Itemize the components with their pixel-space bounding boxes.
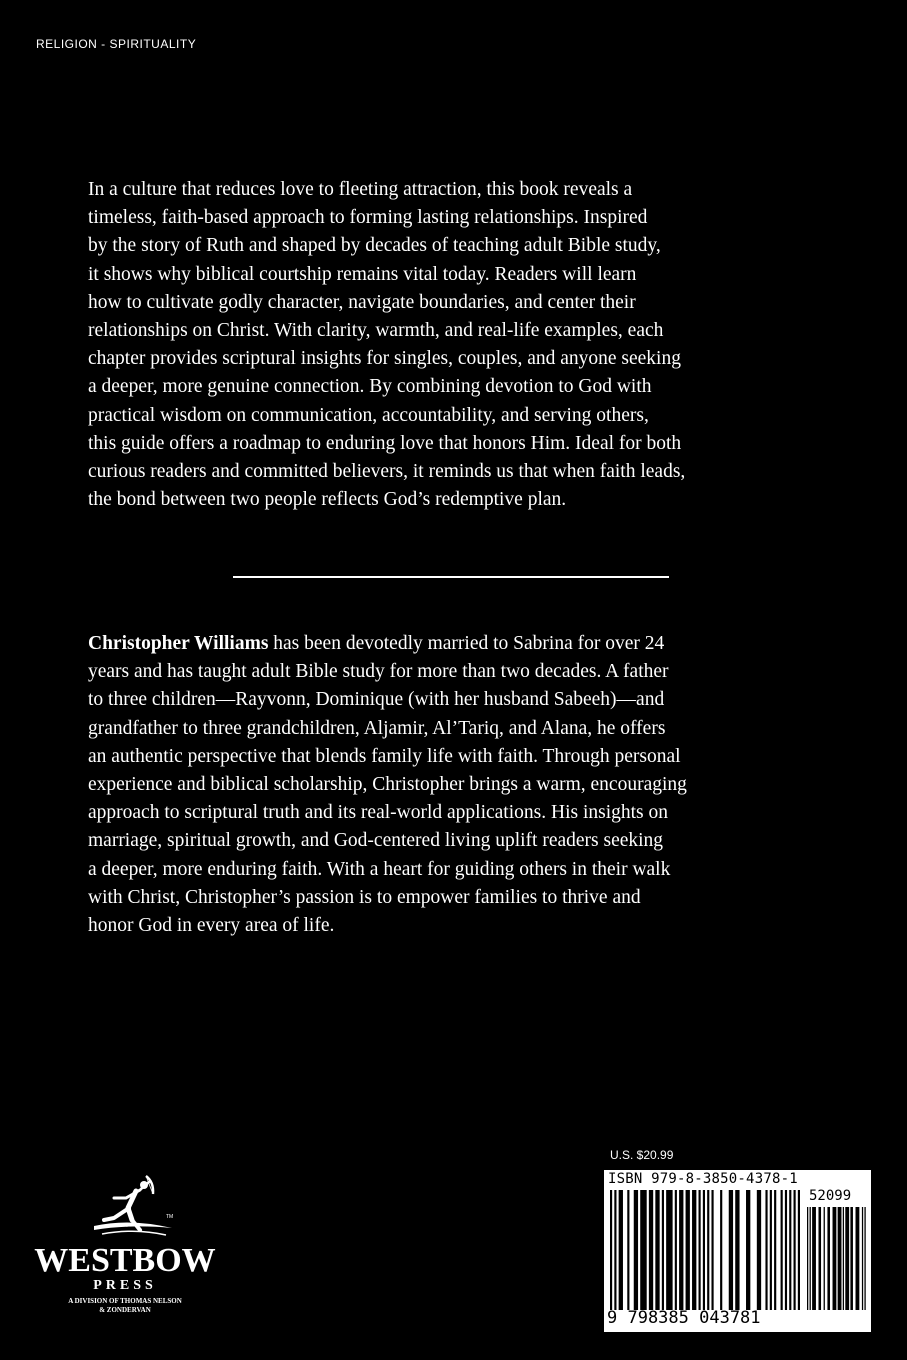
barcode-bar <box>757 1190 761 1310</box>
barcode-bar <box>735 1190 739 1310</box>
barcode-bar <box>838 1207 842 1310</box>
barcode-bar <box>720 1190 722 1310</box>
barcode-bar <box>746 1190 750 1310</box>
bio-line: years and has taught adult Bible study for more than two decades. A father <box>88 661 669 683</box>
bio-first-line: has been devotedly married to Sabrina for over 24 <box>268 633 665 654</box>
bio-line: an authentic perspective that blends family life with faith. Through personal <box>88 745 681 767</box>
price-label: U.S. $20.99 <box>610 1148 674 1162</box>
barcode-bar <box>655 1190 659 1310</box>
author-bio <box>88 630 828 940</box>
description-line: chapter provides scriptural insights for singles, couples, and anyone seeking <box>88 348 681 370</box>
publisher-press: PRESS <box>93 1278 157 1293</box>
barcode-bar <box>610 1190 612 1310</box>
ean-text: 9 798385 043781 <box>607 1308 761 1328</box>
description-line: it shows why biblical courtship remains vital today. Readers will learn <box>88 263 637 285</box>
barcode-bar <box>634 1190 638 1310</box>
barcode-bar <box>812 1207 816 1310</box>
barcode-bar <box>711 1190 713 1310</box>
description-line: the bond between two people reflects God’s redemptive plan. <box>88 489 567 511</box>
description-line: In a culture that reduces love to fleeting attraction, this book reveals a <box>88 179 633 200</box>
barcode-bar <box>662 1190 664 1310</box>
bio-line: a deeper, more enduring faith. With a heart for guiding others in their walk <box>88 858 671 880</box>
barcode-bar <box>699 1190 701 1310</box>
division-line: & ZONDERVAN <box>99 1306 151 1314</box>
barcode-bar <box>619 1190 623 1310</box>
isbn-text: ISBN 979-8-3850-4378-1 <box>608 1171 798 1187</box>
barcode-bar <box>818 1207 821 1310</box>
price-code-text: 52099 <box>809 1188 852 1204</box>
barcode-bar <box>824 1207 825 1310</box>
barcode-bar <box>856 1207 860 1310</box>
description-line: this guide offers a roadmap to enduring love that honors Him. Ideal for both <box>88 432 682 454</box>
price-code-bars <box>807 1207 867 1310</box>
barcode-bar <box>807 1207 808 1310</box>
bio-line: approach to scriptural truth and its real-world applications. His insights on <box>88 802 669 824</box>
description-line: relationships on Christ. With clarity, warmth, and real-life examples, each <box>88 320 664 342</box>
barcode-bar <box>765 1190 767 1310</box>
publisher-division <box>30 1297 220 1315</box>
bio-line: to three children—Rayvonn, Dominique (with her husband Sabeeh)—and <box>88 689 665 711</box>
section-divider <box>233 576 669 578</box>
barcode-bar <box>729 1190 733 1310</box>
bio-line: honor God in every area of life. <box>88 915 335 937</box>
barcode-bar <box>827 1207 830 1310</box>
svg-text:TM: TM <box>166 1214 174 1220</box>
barcode-bar <box>679 1190 683 1310</box>
barcode-bar <box>794 1190 796 1310</box>
book-description <box>88 176 828 514</box>
barcode-bar <box>781 1190 783 1310</box>
description-line: timeless, faith-based approach to forming lasting relationships. Inspired <box>88 207 648 229</box>
barcode-bar <box>686 1190 690 1310</box>
barcode-block <box>604 1170 871 1332</box>
figure-with-bow-icon <box>80 1172 180 1242</box>
barcode-bar <box>703 1190 705 1310</box>
description-line: how to cultivate godly character, navigate boundaries, and center their <box>88 291 636 313</box>
bio-line: grandfather to three grandchildren, Aljamir, Al’Tariq, and Alana, he offers <box>88 717 666 739</box>
barcode-bar <box>810 1207 811 1310</box>
author-name: Christopher Williams <box>88 633 269 654</box>
barcode-bar <box>850 1207 853 1310</box>
barcode-bar <box>640 1190 646 1310</box>
bio-line: with Christ, Christopher’s passion is to empower families to thrive and <box>88 886 641 908</box>
barcode-bar <box>789 1190 791 1310</box>
barcode-bar <box>666 1190 672 1310</box>
barcode-bar <box>845 1207 849 1310</box>
division-line: A DIVISION OF THOMAS NELSON <box>68 1297 182 1305</box>
bio-line: experience and biblical scholarship, Christopher brings a warm, encouraging <box>88 774 687 796</box>
description-line: by the story of Ruth and shaped by decades of teaching adult Bible study, <box>88 235 661 257</box>
bio-line <box>88 630 828 658</box>
barcode-bar <box>833 1207 837 1310</box>
barcode-bar <box>864 1207 865 1310</box>
barcode-bar <box>785 1190 787 1310</box>
publisher-name: WESTBOW <box>34 1242 216 1279</box>
barcode-bar <box>774 1190 776 1310</box>
barcode-bar <box>770 1190 772 1310</box>
description-line: a deeper, more genuine connection. By combining devotion to God with <box>88 376 652 398</box>
barcode-bar <box>843 1207 844 1310</box>
bio-line: marriage, spiritual growth, and God-centered living uplift readers seeking <box>88 830 664 852</box>
publisher-logo <box>30 1172 220 1332</box>
barcode-bar <box>614 1190 616 1310</box>
barcode-bar <box>862 1207 863 1310</box>
barcode-bars <box>610 1190 800 1310</box>
barcode-bar <box>649 1190 653 1310</box>
barcode-bar <box>627 1190 629 1310</box>
barcode-bar <box>675 1190 677 1310</box>
description-line: curious readers and committed believers, it reminds us that when faith leads, <box>88 461 686 483</box>
description-line: practical wisdom on communication, accountability, and serving others, <box>88 404 649 426</box>
barcode-bar <box>707 1190 709 1310</box>
barcode-bar <box>692 1190 696 1310</box>
barcode-bar <box>798 1190 800 1310</box>
category-label: RELIGION - SPIRITUALITY <box>36 37 197 51</box>
